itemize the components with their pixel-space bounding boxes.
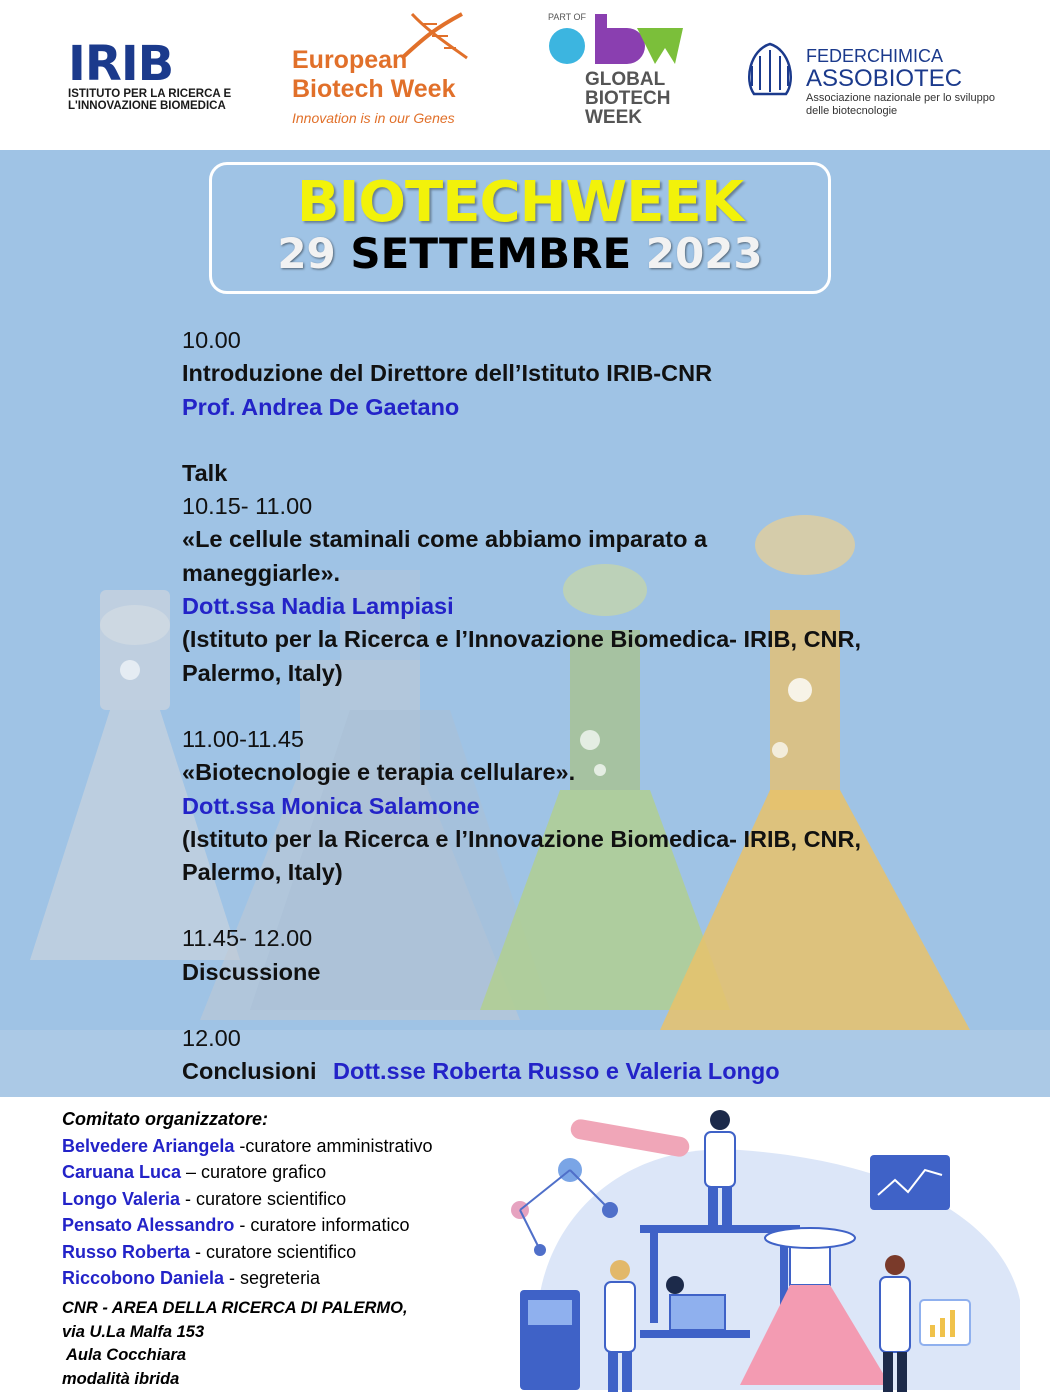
member-role: – curatore grafico [181,1162,327,1182]
member-name: Longo Valeria [62,1188,181,1209]
event-month: SETTEMBRE [350,229,632,278]
member-role: - curatore scientifico [180,1188,347,1209]
event-year: 2023 [645,229,763,278]
ebw-title-line1: European [292,46,408,74]
european-biotech-week-logo [292,10,492,130]
member-name: Pensato Alessandro [62,1215,235,1235]
talk2-affiliation-line2: Palermo, Italy) [182,859,343,886]
irib-logo [68,36,238,125]
talk1-speaker: Dott.ssa Nadia Lampiasi [182,593,454,620]
event-date [209,231,831,277]
gbw-part-of: PART OF [548,12,587,22]
ebw-title-line2: Biotech Week [292,75,456,103]
assobiotec-label: ASSOBIOTEC [806,65,963,92]
closing-line [182,1055,962,1088]
member-name: Riccobono Daniela [62,1268,225,1288]
talk-label: Talk [182,459,228,486]
intro-speaker: Prof. Andrea De Gaetano [182,393,460,420]
ebw-tagline: Innovation is in our Genes [292,110,455,126]
federchimica-emblem-icon [740,40,800,100]
intro-time: 10.00 [182,327,241,353]
talk2-affiliation-line1: (Istituto per la Ricerca e l’Innovazione Biomedica- IRIB, CNR, [182,825,862,852]
closing-speakers: Dott.sse Roberta Russo e Valeria Longo [333,1058,780,1085]
event-day: 29 [277,229,336,278]
intro-title: Introduzione del Direttore dell’Istituto IRIB-CNR [182,360,713,387]
talk2-speaker: Dott.ssa Monica Salamone [182,792,480,819]
assobiotec-logo [740,40,1030,130]
event-title: BIOTECHWEEK [296,170,744,235]
talk2-title: «Biotecnologie e terapia cellulare». [182,759,576,786]
gbw-line1: GLOBAL [585,69,666,90]
talk1-affiliation-line1: (Istituto per la Ricerca e l’Innovazione Biomedica- IRIB, CNR, [182,626,862,653]
member-role: - curatore informatico [234,1215,410,1235]
address-line1: CNR - AREA DELLA RICERCA DI PALERMO, [62,1299,408,1317]
talk1-title-line2: maneggiarle». [182,559,341,586]
global-biotech-week-logo [545,6,685,131]
gbw-line2: BIOTECH [585,88,671,109]
committee-member [62,1159,502,1186]
program-list [182,324,962,1089]
federchimica-label: FEDERCHIMICA [806,46,944,66]
talk2-time: 11.00-11.45 [182,725,304,752]
address-line4: modalità ibrida [62,1369,180,1388]
member-name: Caruana Luca [62,1162,182,1182]
gbw-mark-icon [545,8,685,68]
address-line3: Aula Cocchiara [62,1346,187,1364]
member-role: - segreteria [224,1268,321,1288]
irib-mark: IRIB [68,36,174,92]
talk1-affiliation-line2: Palermo, Italy) [182,659,343,686]
venue-address [62,1297,462,1391]
committee-member [62,1265,502,1292]
address-line2: via U.La Malfa 153 [62,1322,205,1341]
discussion-label: Discussione [182,958,321,985]
committee-member [62,1186,502,1213]
member-role: - curatore scientifico [190,1241,357,1262]
irib-subtitle-line2: L'INNOVAZIONE BIOMEDICA [68,100,226,112]
irib-subtitle-line1: ISTITUTO PER LA RICERCA E [68,88,232,100]
gbw-line3: WEEK [585,107,642,128]
discussion-time: 11.45- 12.00 [182,925,313,952]
lab-scientists-illustration [480,1100,1050,1400]
assobiotec-sub1: Associazione nazionale per lo sviluppo [806,92,995,104]
committee-member [62,1133,502,1160]
assobiotec-sub2: delle biotecnologie [806,105,898,117]
talk1-time: 10.15- 11.00 [182,493,313,520]
member-name: Russo Roberta [62,1241,191,1262]
organizing-committee [62,1106,502,1292]
closing-label: Conclusioni [182,1058,317,1085]
talk1-title-line1: «Le cellule staminali come abbiamo imparato a [182,526,708,553]
committee-member [62,1212,502,1239]
committee-heading: Comitato organizzatore: [62,1109,269,1129]
member-name: Belvedere Ariangela [62,1135,235,1156]
member-role: -curatore amministrativo [234,1135,433,1156]
committee-member [62,1239,502,1266]
closing-time: 12.00 [182,1025,241,1052]
